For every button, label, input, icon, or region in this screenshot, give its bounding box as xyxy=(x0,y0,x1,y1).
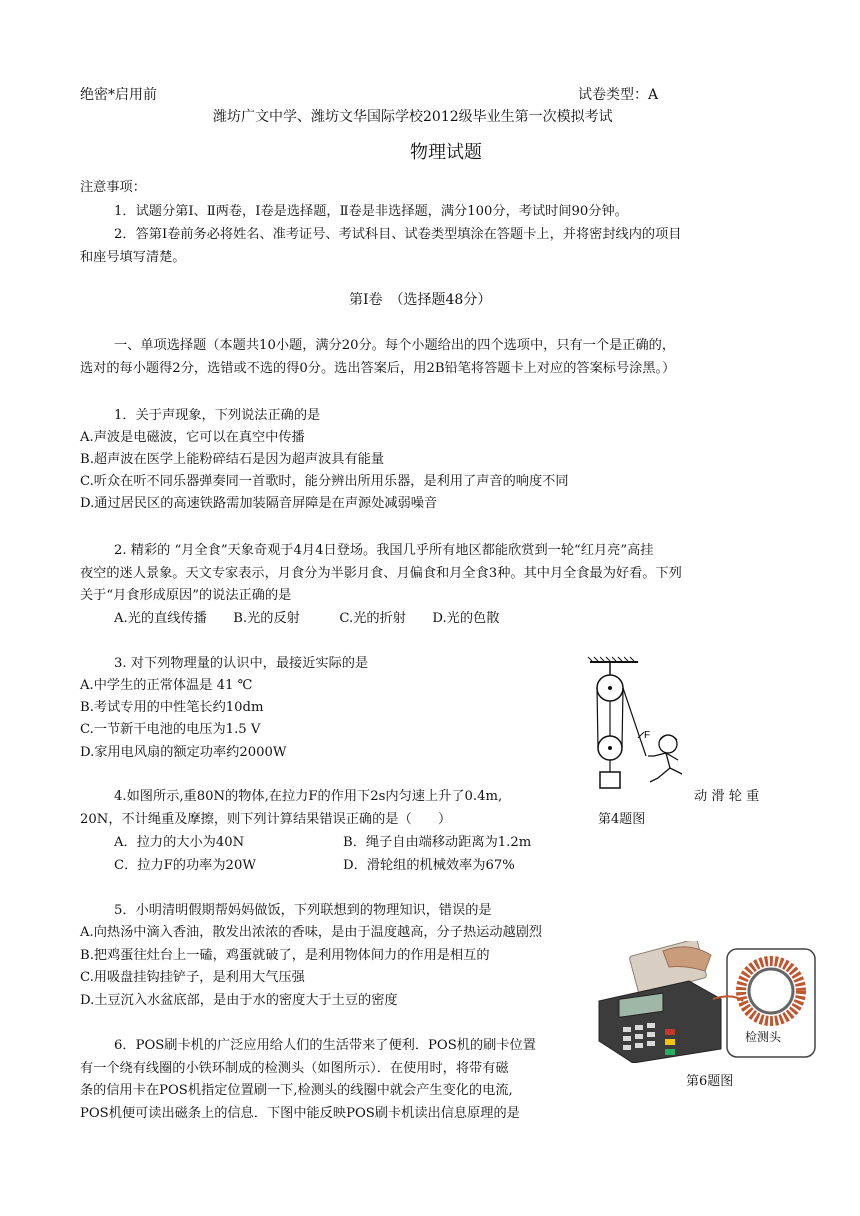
q6-line-1: 6．POS刷卡机的广泛应用给人们的生活带来了便利．POS机的刷卡位置 xyxy=(114,1038,536,1053)
q3-stem: 3. 对下列物理量的认识中，最接近实际的是 xyxy=(114,656,369,671)
volume-title: 第Ⅰ卷 （选择题48分） xyxy=(349,292,492,308)
q4-option-c: C．拉力F的功率为20W xyxy=(114,858,256,873)
pulley-figure xyxy=(586,656,716,806)
exam-name: 潍坊广文中学、潍坊文华国际学校2012级毕业生第一次模拟考试 xyxy=(213,109,613,125)
q1-option-d: D.通过居民区的高速铁路需加装隔音屏障是在声源处减弱噪音 xyxy=(80,496,438,511)
q2-line-2: 夜空的迷人景象。天文专家表示，月食分为半影月食、月偏食和月全食3种。其中月全食最为好看。下列 xyxy=(80,566,682,581)
q3-option-c: C.一节新干电池的电压为1.5 V xyxy=(80,722,261,737)
notes-heading: 注意事项： xyxy=(80,180,146,195)
q2-line-1: 2. 精彩的 “月全食”天象奇观于4月4日登场。我国几乎所有地区都能欣赏到一轮“红月亮”高挂 xyxy=(114,543,654,558)
q2-options: A.光的直线传播 B.光的反射 C.光的折射 D.光的色散 xyxy=(114,611,500,626)
q6-line-2: 有一个绕有线圈的小铁环制成的检测头（如图所示）．在使用时，将带有磁 xyxy=(80,1061,509,1076)
q5-stem: 5．小明清明假期帮妈妈做饭，下列联想到的物理知识，错误的是 xyxy=(114,903,492,918)
force-label: F xyxy=(644,730,651,741)
q4-option-d: D．滑轮组的机械效率为67% xyxy=(343,858,515,873)
q4-option-a: A．拉力的大小为40N xyxy=(114,835,245,850)
q5-option-c: C.用吸盘挂钩挂铲子，是利用大气压强 xyxy=(80,970,305,985)
section-instructions: 一、单项选择题（本题共10小题，满分20分。每个小题给出的四个选项中，只有一个是正确的， xyxy=(114,338,676,353)
q4-option-b: B．绳子自由端移动距离为1.2m xyxy=(343,835,532,850)
q3-option-d: D.家用电风扇的额定功率约2000W xyxy=(80,745,287,760)
q3-option-a: A.中学生的正常体温是 41 ℃ xyxy=(80,678,253,693)
paper-type: 试卷类型：A xyxy=(578,87,659,103)
q4-line-2: 20N，不计绳重及摩擦，则下列计算结果错误正确的是（ ） xyxy=(80,812,452,827)
weight-block xyxy=(600,772,620,788)
secret-level: 绝密*启用前 xyxy=(80,87,157,103)
q1-option-c: C.听众在听不同乐器弹奏同一首歌时，能分辨出所用乐器，是利用了声音的响度不同 xyxy=(80,474,569,489)
q4-figure-caption: 第4题图 xyxy=(598,812,646,827)
section-instructions-cont: 选对的每小题得2分，选错或不选的得0分。选出答案后，用2B铅笔将答题卡上对应的答案标号涂黑。） xyxy=(80,361,676,376)
q1-stem: 1．关于声现象，下列说法正确的是 xyxy=(114,408,321,423)
q1-option-b: B.超声波在医学上能粉碎结石是因为超声波具有能量 xyxy=(80,452,385,467)
pos-figure xyxy=(593,941,819,1063)
q6-line-4: POS机便可读出磁条上的信息．下图中能反映POS刷卡机读出信息原理的是 xyxy=(80,1106,520,1121)
q6-figure-caption: 第6题图 xyxy=(686,1074,734,1089)
notes-item-2: 2．答第Ⅰ卷前务必将姓名、准考证号、考试科目、试卷类型填涂在答题卡上，并将密封线内的项目 xyxy=(114,227,682,242)
q5-option-a: A.向热汤中滴入香油，散发出浓浓的香味，是由于温度越高，分子热运动越剧烈 xyxy=(80,925,543,940)
notes-item-2-cont: 和座号填写清楚。 xyxy=(80,250,186,265)
boy-figure xyxy=(648,735,682,782)
q5-option-d: D.土豆沉入水盆底部，是由于水的密度大于土豆的密度 xyxy=(80,993,398,1008)
q1-option-a: A.声波是电磁波，它可以在真空中传播 xyxy=(80,430,305,445)
subject-title: 物理试题 xyxy=(410,142,482,163)
q4-line-1-tail: 动 滑 轮 重 xyxy=(694,789,760,804)
notes-item-1: 1．试题分第Ⅰ、Ⅱ两卷，Ⅰ卷是选择题，Ⅱ卷是非选择题，满分100分，考试时间90分钟。 xyxy=(114,204,628,219)
q5-option-b: B.把鸡蛋往灶台上一磕，鸡蛋就破了，是利用物体间力的作用是相互的 xyxy=(80,948,490,963)
detector-label: 检测头 xyxy=(745,1030,782,1044)
q6-line-3: 条的信用卡在POS机指定位置刷一下,检测头的线圈中就会产生变化的电流, xyxy=(80,1083,513,1098)
q4-line-1: 4.如图所示,重80N的物体,在拉力F的作用下2s内匀速上升了0.4m, xyxy=(114,789,503,804)
q3-option-b: B.考试专用的中性笔长约10dm xyxy=(80,700,264,715)
q2-line-3: 关于“月食形成原因”的说法正确的是 xyxy=(80,588,292,603)
